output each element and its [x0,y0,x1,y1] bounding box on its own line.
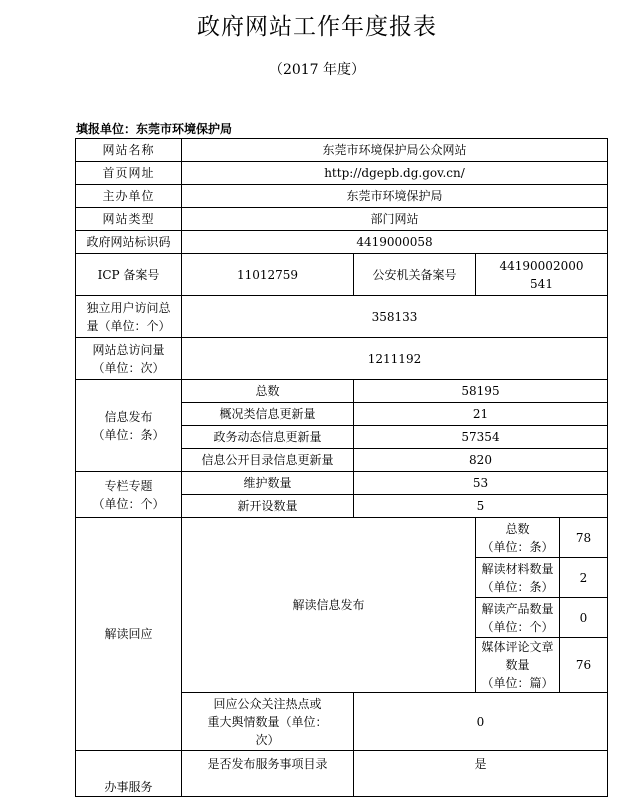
filing-unit: 填报单位：东莞市环境保护局 [76,122,233,136]
home-url-label: 首页网址 [76,162,182,185]
interp-row-label [476,518,560,558]
interp-row-value: 78 [560,518,608,558]
interp-row-label-line1: 解读产品数量 [481,601,554,616]
table-row [76,139,608,162]
table-row [76,296,608,338]
columns-label [76,472,182,518]
info-pub-row-value: 57354 [354,426,608,449]
info-pub-label-line2: （单位：条） [92,427,165,442]
police-value [476,254,608,296]
interp-row-label-line1: 解读材料数量 [481,561,554,576]
site-id-value: 4419000058 [182,231,608,254]
police-label: 公安机关备案号 [354,254,476,296]
table-row [76,162,608,185]
info-pub-row-label: 总数 [182,380,354,403]
site-id-label: 政府网站标识码 [76,231,182,254]
columns-label-line1: 专栏专题 [104,478,153,493]
home-url-value[interactable]: http://dgepb.dg.gov.cn/ [182,162,608,185]
table-row [76,185,608,208]
table-row [76,208,608,231]
sponsor-label: 主办单位 [76,185,182,208]
interp-row-label [476,638,560,693]
unique-visitors-label [76,296,182,338]
services-item-label: 是否发布服务事项目录 [182,751,354,797]
icp-label: ICP 备案号 [76,254,182,296]
columns-row-value: 5 [354,495,608,518]
unique-visitors-value: 358133 [182,296,608,338]
response-label-line2: 重大舆情数量（单位： [207,714,328,729]
interp-row-value: 2 [560,558,608,598]
total-visits-label-line1: 网站总访问量 [92,342,165,357]
total-visits-label-line2: （单位：次） [92,360,165,375]
info-pub-row-label: 政务动态信息更新量 [182,426,354,449]
info-pub-row-value: 21 [354,403,608,426]
response-label-line3: 次） [255,732,280,747]
site-name-label: 网站名称 [76,139,182,162]
response-value: 0 [354,693,608,751]
interp-row-label-line2: （单位：个） [481,619,554,634]
info-pub-label-line1: 信息发布 [104,409,153,424]
total-visits-label [76,338,182,380]
interp-row-label-line2: （单位：条） [481,539,554,554]
interpretation-label: 解读回应 [76,518,182,751]
info-pub-row-value: 58195 [354,380,608,403]
site-name-value: 东莞市环境保护局公众网站 [182,139,608,162]
police-value-line1: 44190002000 [499,258,584,273]
table-row [76,231,608,254]
response-label-line1: 回应公众关注热点或 [213,696,322,711]
interp-row-value: 76 [560,638,608,693]
services-label: 办事服务 [76,751,182,797]
interp-row-label-line1: 媒体评论文章数量 [481,640,554,672]
interp-row-label [476,558,560,598]
columns-row-label: 维护数量 [182,472,354,495]
unique-visitors-label-line1: 独立用户访问总 [86,300,171,315]
interpretation-sub-label: 解读信息发布 [182,518,476,693]
columns-row-label: 新开设数量 [182,495,354,518]
table-row [76,380,608,403]
page-title: 政府网站工作年度报表 [197,14,437,40]
info-pub-row-value: 820 [354,449,608,472]
info-pub-label [76,380,182,472]
info-pub-row-label: 信息公开目录信息更新量 [182,449,354,472]
police-value-line2: 541 [530,276,553,291]
unique-visitors-label-line2: 量（单位：个） [86,318,171,333]
icp-value: 11012759 [182,254,354,296]
columns-label-line2: （单位：个） [92,496,165,511]
interp-row-label [476,598,560,638]
site-type-label: 网站类型 [76,208,182,231]
response-label [182,693,354,751]
report-year: （2017 年度） [268,62,366,78]
report-table [75,138,608,797]
interp-row-label-line2: （单位：条） [481,579,554,594]
site-type-value: 部门网站 [182,208,608,231]
table-row [76,254,608,296]
services-value: 是 [354,751,608,797]
sponsor-value: 东莞市环境保护局 [182,185,608,208]
interp-row-label-line1: 总数 [505,521,530,536]
interp-row-label-line2: （单位：篇） [481,676,554,690]
interp-row-value: 0 [560,598,608,638]
total-visits-value: 1211192 [182,338,608,380]
columns-row-value: 53 [354,472,608,495]
table-row [76,472,608,495]
table-row [76,751,608,797]
table-row [76,338,608,380]
table-row [76,518,608,558]
info-pub-row-label: 概况类信息更新量 [182,403,354,426]
